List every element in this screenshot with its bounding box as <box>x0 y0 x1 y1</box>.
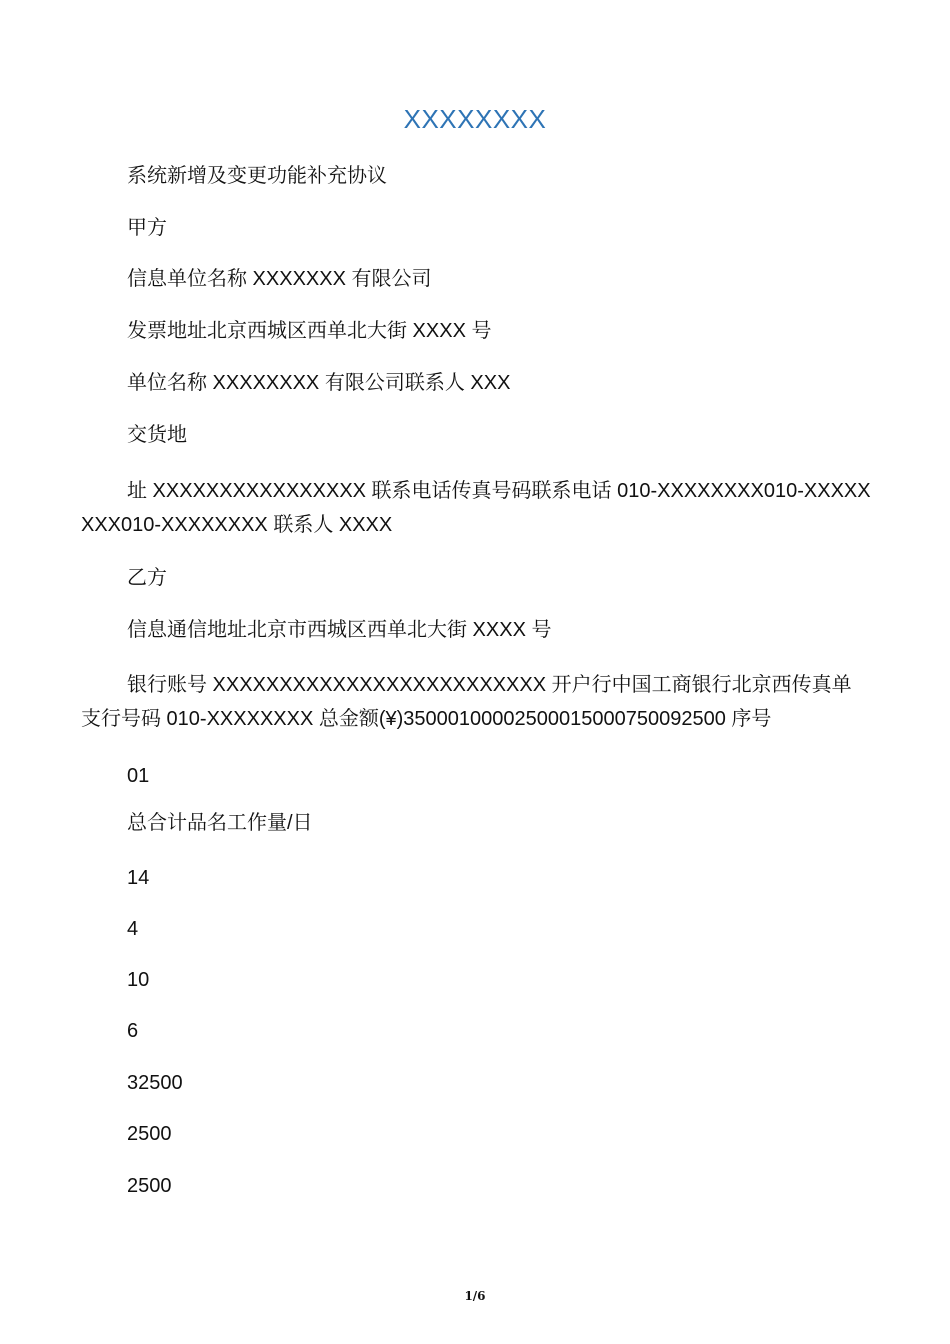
value-item: 32500 <box>127 1072 183 1094</box>
bank-account-paragraph: 银行账号 XXXXXXXXXXXXXXXXXXXXXXXXX 开户行中国工商银行北京西传真单支行号码 010-XXXXXXXX 总金额(¥)3500010000250001500075009​2500 序号 <box>81 674 852 730</box>
delivery-label: 交货地 <box>127 424 187 446</box>
value-item: 6 <box>127 1020 139 1042</box>
value-item: 10 <box>127 969 150 991</box>
unit-contact: 单位名称 XXXXXXXX 有限公司联系人 XXX <box>127 372 511 394</box>
value-item: 2500 <box>127 1123 172 1145</box>
party-b-address: 信息通信地址北京市西城区西单北大街 XXXX 号 <box>127 619 552 641</box>
value-item: 2500 <box>127 1175 172 1197</box>
party-a-unit-name: 信息单位名称 XXXXXXX 有限公司 <box>127 268 432 290</box>
value-item: 14 <box>127 867 150 889</box>
party-b-label: 乙方 <box>127 567 167 589</box>
page-number: 1/6 <box>464 1289 486 1303</box>
party-a-label: 甲方 <box>127 217 167 239</box>
invoice-address: 发票地址北京西城区西单北大街 XXXX 号 <box>127 320 492 342</box>
total-header: 总合计品名工作量/日 <box>127 812 313 834</box>
delivery-address-paragraph: 址 XXXXXXXXXXXXXXXX 联系电话传真号码联系电话 010-XXXXXXXX010-XXXXXXXX010-XXXXXXXX 联系人 XXXX <box>81 480 871 536</box>
agreement-name: 系统新增及变更功能补充协议 <box>127 165 387 187</box>
document-title: XXXXXXXX <box>403 104 547 134</box>
serial-number: 01 <box>127 765 150 787</box>
value-item: 4 <box>127 918 139 940</box>
